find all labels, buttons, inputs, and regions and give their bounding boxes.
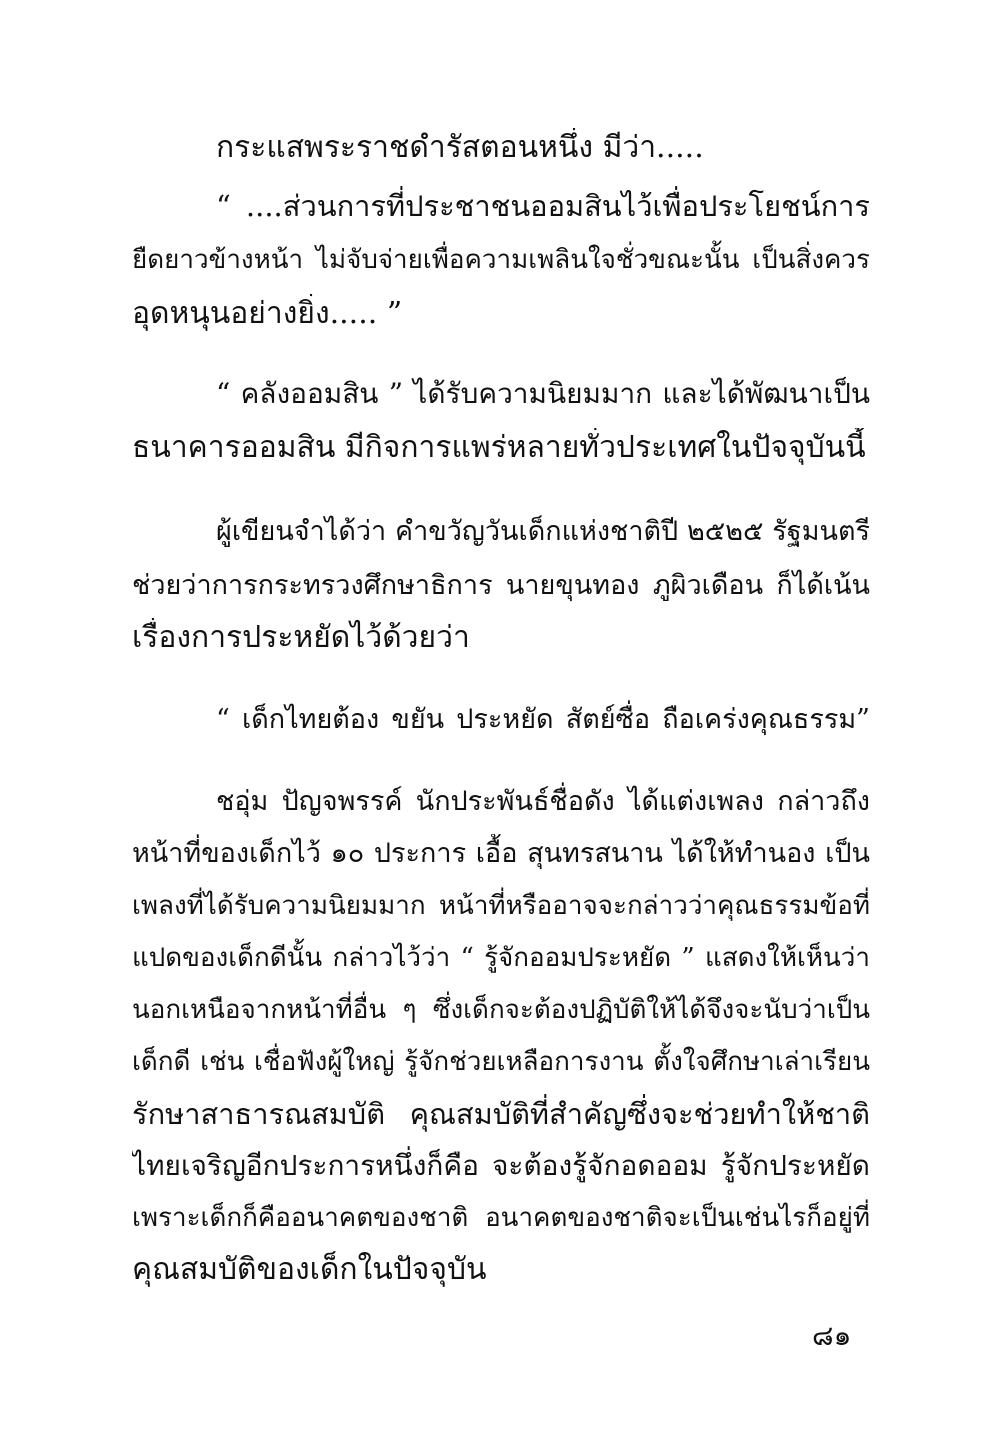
paragraph-4-line-4: แปดของเด็กดีนั้น กล่าวไว้ว่า “ รู้จักออมประหยัด ” แสดงให้เห็นว่า bbox=[132, 943, 870, 973]
paragraph-4-line-1: ชอุ่ม ปัญจพรรค์ นักประพันธ์ชื่อดัง ได้แต่งเพลง กล่าวถึง bbox=[216, 786, 870, 817]
paragraph-2-line-2: ธนาคารออมสิน มีกิจการแพร่หลายทั่วประเทศในปัจจุบันนี้ bbox=[132, 430, 866, 465]
paragraph-4-line-9: เพราะเด็กก็คืออนาคตของชาติ อนาคตของชาติจะเป็นเช่นไรก็อยู่ที่ bbox=[132, 1203, 870, 1233]
paragraph-1-line-3: ยืดยาวข้างหน้า ไม่จับจ่ายเพื่อความเพลินใจชั่วขณะนั้น เป็นสิ่งควร bbox=[132, 245, 870, 275]
paragraph-1-line-2: “ ....ส่วนการที่ประชาชนออมสินไว้เพื่อประโยชน์การ bbox=[216, 189, 870, 223]
paragraph-3-line-1: ผู้เขียนจำได้ว่า คำขวัญวันเด็กแห่งชาติปี ๒๕๒๕ รัฐมนตรี bbox=[216, 516, 870, 547]
paragraph-4-line-10: คุณสมบัติของเด็กในปัจจุบัน bbox=[132, 1252, 487, 1287]
paragraph-2-line-1: “ คลังออมสิน ” ได้รับความนิยมมาก และได้พัฒนาเป็น bbox=[216, 377, 870, 410]
paragraph-3-line-2: ช่วยว่าการกระทรวงศึกษาธิการ นายขุนทอง ภูผิวเดือน ก็ได้เน้น bbox=[132, 570, 870, 601]
paragraph-4-line-6: เด็กดี เช่น เชื่อฟังผู้ใหญ่ รู้จักช่วยเหลือการงาน ตั้งใจศึกษาเล่าเรียน bbox=[132, 1047, 870, 1077]
paragraph-1-line-4: อุดหนุนอย่างยิ่ง..... ” bbox=[132, 296, 403, 331]
paragraph-4-line-2: หน้าที่ของเด็กไว้ ๑๐ ประการ เอื้อ สุนทรสนาน ได้ให้ทำนอง เป็น bbox=[132, 838, 870, 869]
paragraph-4-line-8: ไทยเจริญอีกประการหนึ่งก็คือ จะต้องรู้จักอดออม รู้จักประหยัด bbox=[132, 1149, 870, 1182]
paragraph-4-line-7: รักษาสาธารณสมบัติ คุณสมบัติที่สำคัญซึ่งจะช่วยทำให้ชาติ bbox=[132, 1097, 870, 1131]
paragraph-4-line-5: นอกเหนือจากหน้าที่อื่น ๆ ซึ่งเด็กจะต้องปฏิบัติให้ได้จึงจะนับว่าเป็น bbox=[132, 995, 870, 1025]
paragraph-4-line-3: เพลงที่ได้รับความนิยมมาก หน้าที่หรืออาจจะกล่าวว่าคุณธรรมข้อที่ bbox=[132, 891, 870, 921]
paragraph-3-line-3: เรื่องการประหยัดไว้ด้วยว่า bbox=[132, 620, 470, 655]
page-number: ๘๑ bbox=[812, 1319, 852, 1352]
paragraph-1-line-1: กระแสพระราชดำรัสตอนหนึ่ง มีว่า..... bbox=[216, 130, 704, 165]
slogan-quote: “ เด็กไทยต้อง ขยัน ประหยัด สัตย์ซื่อ ถือเคร่งคุณธรรม” bbox=[216, 704, 870, 735]
